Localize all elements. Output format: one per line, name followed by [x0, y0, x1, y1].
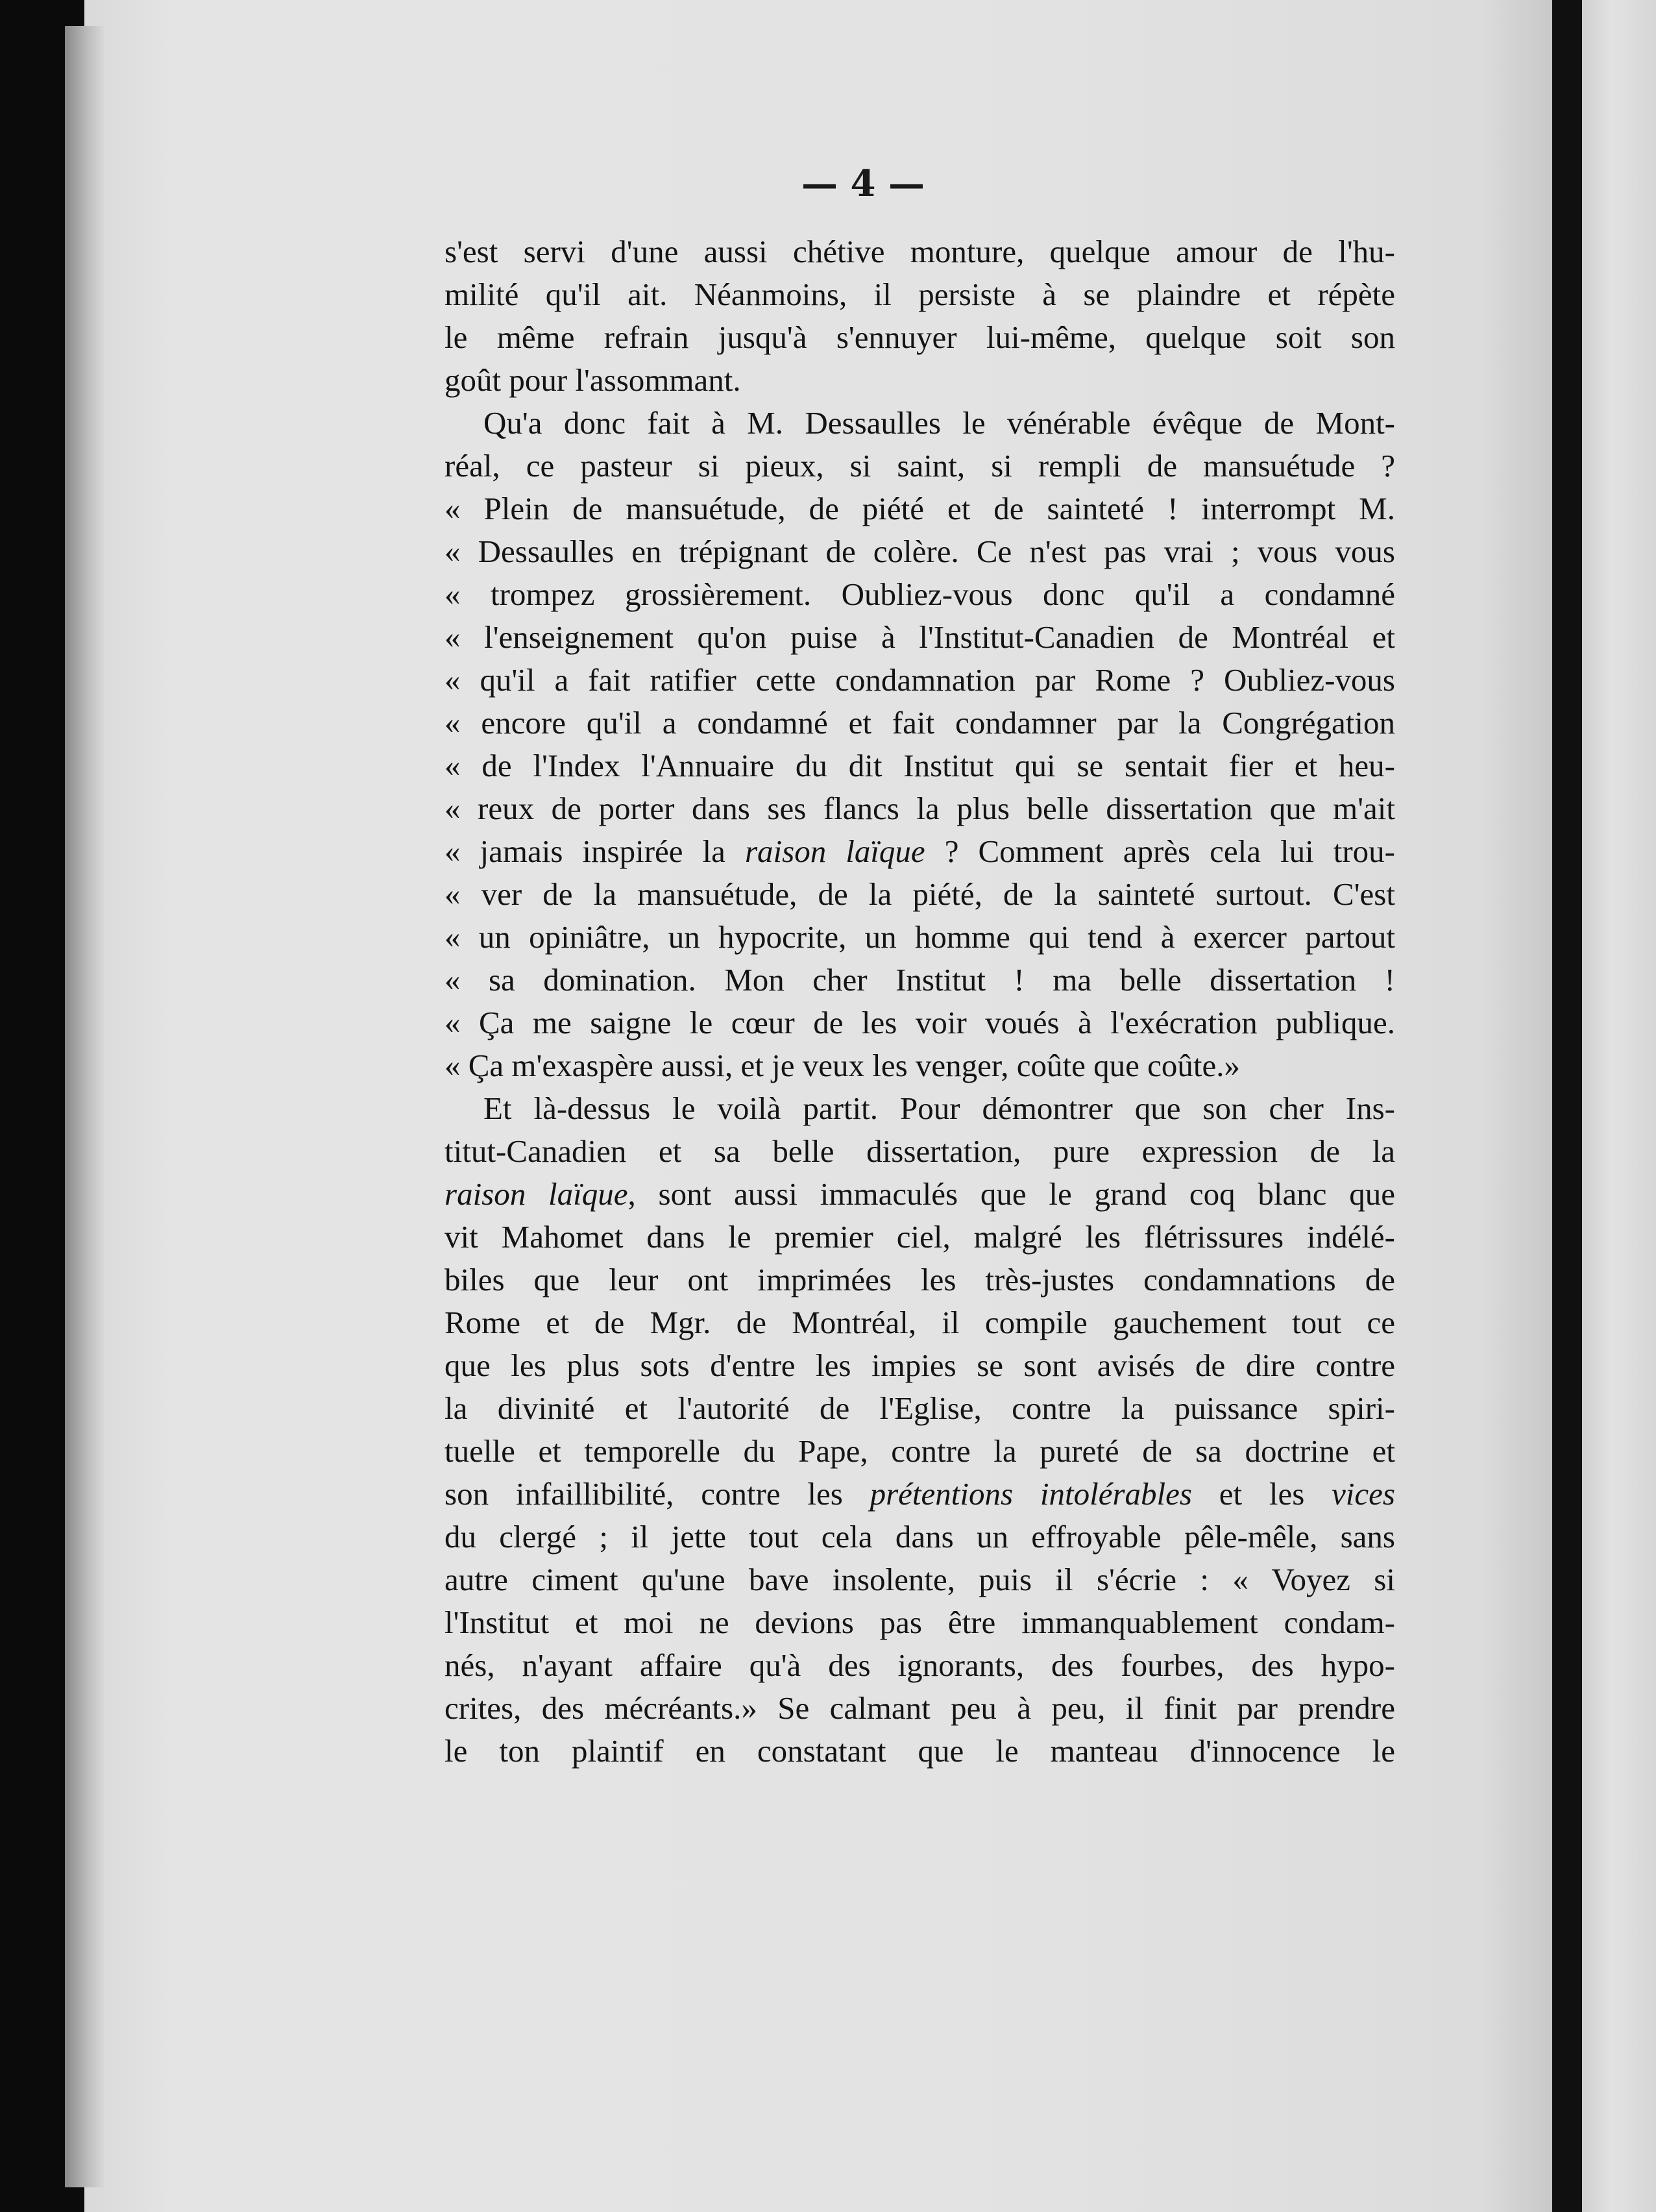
- text-line: biles que leur ont imprimées les très-justes condamnations de: [444, 1262, 1395, 1297]
- text-line: autre ciment qu'une bave insolente, puis il s'écrie : « Voyez si: [444, 1562, 1395, 1597]
- text-line: Rome et de Mgr. de Montréal, il compile gauchement tout ce: [444, 1305, 1395, 1340]
- text-line: son infaillibilité, contre les prétentions intolérables et les vices: [444, 1476, 1395, 1512]
- text-line: « Ça m'exaspère aussi, et je veux les venger, coûte que coûte.»: [444, 1048, 1240, 1083]
- page-number: — 4 —: [801, 162, 925, 205]
- text-line: le ton plaintif en constatant que le manteau d'innocence le: [444, 1733, 1395, 1769]
- text-line: « ver de la mansuétude, de la piété, de la sainteté surtout. C'est: [444, 876, 1395, 912]
- text-line: « Dessaulles en trépignant de colère. Ce n'est pas vrai ; vous vous: [444, 534, 1395, 569]
- text-line: « qu'il a fait ratifier cette condamnation par Rome ? Oubliez-vous: [444, 662, 1395, 698]
- text-line: le même refrain jusqu'à s'ennuyer lui-même, quelque soit son: [444, 319, 1395, 355]
- gutter: [1552, 0, 1582, 2212]
- text-line: « jamais inspirée la raison laïque ? Comment après cela lui trou-: [444, 833, 1395, 869]
- text-line: « Plein de mansuétude, de piété et de sainteté ! interrompt M.: [444, 491, 1395, 526]
- text-line: « encore qu'il a condamné et fait condamner par la Congrégation: [444, 705, 1395, 741]
- text-line: tuelle et temporelle du Pape, contre la pureté de sa doctrine et: [444, 1433, 1395, 1469]
- text-line: titut-Canadien et sa belle dissertation, pure expression de la: [444, 1133, 1395, 1169]
- text-line: milité qu'il ait. Néanmoins, il persiste à se plaindre et répète: [444, 276, 1395, 312]
- text-line: Et là-dessus le voilà partit. Pour démontrer que son cher Ins-: [483, 1090, 1395, 1126]
- text-line: du clergé ; il jette tout cela dans un effroyable pêle-mêle, sans: [444, 1519, 1395, 1555]
- text-line: « reux de porter dans ses flancs la plus belle dissertation que m'ait: [444, 791, 1395, 826]
- text-line: Qu'a donc fait à M. Dessaulles le vénérable évêque de Mont-: [483, 405, 1395, 441]
- text-line: « trompez grossièrement. Oubliez-vous donc qu'il a condamné: [444, 576, 1395, 612]
- text-line: « Ça me saigne le cœur de les voir voués à l'exécration publique.: [444, 1005, 1395, 1040]
- text-line: la divinité et l'autorité de l'Eglise, contre la puissance spiri-: [444, 1390, 1395, 1426]
- text-line: s'est servi d'une aussi chétive monture, quelque amour de l'hu-: [444, 234, 1395, 269]
- text-line: « un opiniâtre, un hypocrite, un homme qui tend à exercer partout: [444, 919, 1395, 955]
- body-text: [444, 230, 1395, 1773]
- text-line: vit Mahomet dans le premier ciel, malgré les flétrissures indélé-: [444, 1219, 1395, 1255]
- text-line: raison laïque, sont aussi immaculés que le grand coq blanc que: [444, 1176, 1395, 1212]
- text-line: réal, ce pasteur si pieux, si saint, si rempli de mansuétude ?: [444, 448, 1395, 484]
- facing-page-edge: [1582, 0, 1656, 2212]
- text-line: « l'enseignement qu'on puise à l'Institut-Canadien de Montréal et: [444, 619, 1395, 655]
- text-line: l'Institut et moi ne devions pas être immanquablement condam-: [444, 1604, 1395, 1640]
- text-line: « de l'Index l'Annuaire du dit Institut qui se sentait fier et heu-: [444, 748, 1395, 783]
- text-line: nés, n'ayant affaire qu'à des ignorants, des fourbes, des hypo-: [444, 1647, 1395, 1683]
- text-line: goût pour l'assommant.: [444, 362, 741, 398]
- text-line: crites, des mécréants.» Se calmant peu à peu, il finit par prendre: [444, 1690, 1395, 1726]
- binding-shadow: [65, 26, 104, 2187]
- text-line: que les plus sots d'entre les impies se sont avisés de dire contre: [444, 1347, 1395, 1383]
- text-line: « sa domination. Mon cher Institut ! ma belle dissertation !: [444, 962, 1395, 998]
